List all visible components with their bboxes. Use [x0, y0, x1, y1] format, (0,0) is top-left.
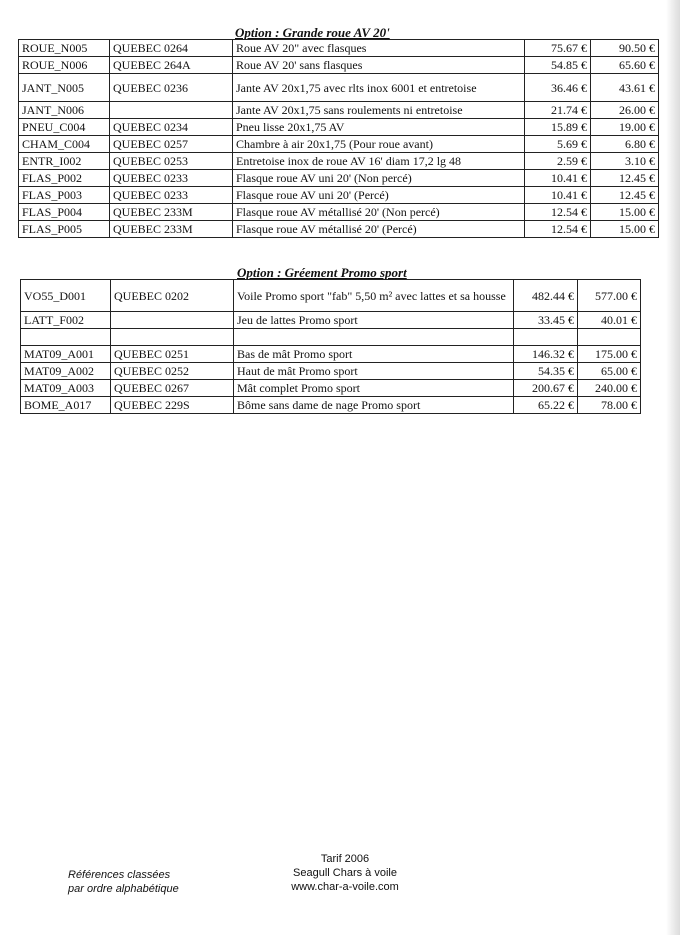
cell-code: QUEBEC 0202	[111, 280, 234, 312]
cell-reference: FLAS_P003	[19, 187, 110, 204]
cell-price-ht: 2.59 €	[525, 153, 591, 170]
cell-price-ht: 75.67 €	[525, 40, 591, 57]
cell-reference: MAT09_A002	[21, 363, 111, 380]
cell-reference: JANT_N006	[19, 102, 110, 119]
cell-reference: LATT_F002	[21, 312, 111, 329]
cell-code: QUEBEC 229S	[111, 397, 234, 414]
footer-sort-note	[68, 868, 179, 896]
cell-price-ttc: 78.00 €	[578, 397, 641, 414]
cell-price-ht: 33.45 €	[514, 312, 578, 329]
cell-price-ttc	[578, 329, 641, 346]
cell-code	[111, 312, 234, 329]
cell-price-ht: 10.41 €	[525, 187, 591, 204]
table-row	[19, 74, 659, 102]
cell-description: Roue AV 20' sans flasques	[233, 57, 525, 74]
cell-description: Flasque roue AV uni 20' (Percé)	[233, 187, 525, 204]
footer-publisher	[270, 852, 420, 894]
cell-code: QUEBEC 0257	[110, 136, 233, 153]
table-row	[19, 170, 659, 187]
cell-description: Flasque roue AV métallisé 20' (Percé)	[233, 221, 525, 238]
table-row	[19, 136, 659, 153]
cell-code: QUEBEC 0233	[110, 170, 233, 187]
footer-tarif-year: Tarif 2006	[320, 853, 370, 865]
cell-price-ht: 10.41 €	[525, 170, 591, 187]
cell-price-ht: 15.89 €	[525, 119, 591, 136]
table-row	[21, 312, 641, 329]
cell-description: Chambre à air 20x1,75 (Pour roue avant)	[233, 136, 525, 153]
cell-price-ttc: 26.00 €	[591, 102, 659, 119]
table-row	[19, 57, 659, 74]
table-row	[21, 363, 641, 380]
price-table-grande-roue	[18, 39, 659, 238]
cell-reference: ENTR_I002	[19, 153, 110, 170]
cell-price-ttc: 12.45 €	[591, 187, 659, 204]
cell-price-ttc: 12.45 €	[591, 170, 659, 187]
cell-reference: ROUE_N005	[19, 40, 110, 57]
footer-website: www.char-a-voile.com	[291, 881, 399, 893]
cell-price-ht: 200.67 €	[514, 380, 578, 397]
page-edge-shadow	[666, 0, 680, 935]
table-row	[21, 346, 641, 363]
cell-price-ttc: 240.00 €	[578, 380, 641, 397]
cell-code: QUEBEC 264A	[110, 57, 233, 74]
cell-price-ht: 482.44 €	[514, 280, 578, 312]
cell-reference: MAT09_A003	[21, 380, 111, 397]
cell-reference: CHAM_C004	[19, 136, 110, 153]
cell-description: Bôme sans dame de nage Promo sport	[234, 397, 514, 414]
cell-price-ttc: 43.61 €	[591, 74, 659, 102]
cell-reference: BOME_A017	[21, 397, 111, 414]
cell-price-ttc: 15.00 €	[591, 204, 659, 221]
cell-description: Jante AV 20x1,75 avec rlts inox 6001 et entretoise	[233, 74, 525, 102]
table-row	[19, 102, 659, 119]
cell-code: QUEBEC 233M	[110, 221, 233, 238]
cell-code: QUEBEC 0233	[110, 187, 233, 204]
cell-price-ttc: 65.60 €	[591, 57, 659, 74]
cell-code: QUEBEC 0251	[111, 346, 234, 363]
section-title-grande-roue: Option : Grande roue AV 20'	[235, 25, 390, 40]
table-body	[21, 280, 641, 414]
cell-price-ht: 21.74 €	[525, 102, 591, 119]
cell-description: Roue AV 20" avec flasques	[233, 40, 525, 57]
cell-price-ttc: 175.00 €	[578, 346, 641, 363]
cell-price-ht: 146.32 €	[514, 346, 578, 363]
cell-reference: JANT_N005	[19, 74, 110, 102]
section-title-greement: Option : Gréement Promo sport	[237, 265, 407, 280]
table-row	[21, 280, 641, 312]
cell-description: Entretoise inox de roue AV 16' diam 17,2 lg 48	[233, 153, 525, 170]
cell-code: QUEBEC 0236	[110, 74, 233, 102]
cell-code: QUEBEC 0252	[111, 363, 234, 380]
cell-price-ht: 12.54 €	[525, 221, 591, 238]
cell-price-ttc: 40.01 €	[578, 312, 641, 329]
cell-description: Flasque roue AV uni 20' (Non percé)	[233, 170, 525, 187]
cell-price-ttc: 15.00 €	[591, 221, 659, 238]
cell-price-ht: 54.35 €	[514, 363, 578, 380]
cell-description: Mât complet Promo sport	[234, 380, 514, 397]
table-row	[21, 380, 641, 397]
cell-description: Pneu lisse 20x1,75 AV	[233, 119, 525, 136]
table-row	[19, 40, 659, 57]
cell-reference: MAT09_A001	[21, 346, 111, 363]
table-body	[19, 40, 659, 238]
table-row	[21, 397, 641, 414]
table-row	[19, 187, 659, 204]
cell-price-ttc: 19.00 €	[591, 119, 659, 136]
cell-code: QUEBEC 0234	[110, 119, 233, 136]
cell-price-ht: 54.85 €	[525, 57, 591, 74]
cell-reference: ROUE_N006	[19, 57, 110, 74]
cell-code	[111, 329, 234, 346]
cell-price-ttc: 577.00 €	[578, 280, 641, 312]
cell-price-ttc: 65.00 €	[578, 363, 641, 380]
cell-description: Bas de mât Promo sport	[234, 346, 514, 363]
cell-description	[234, 329, 514, 346]
footer-company: Seagull Chars à voile	[293, 867, 397, 879]
cell-description: Voile Promo sport "fab" 5,50 m² avec lattes et sa housse	[234, 280, 514, 312]
cell-description: Jeu de lattes Promo sport	[234, 312, 514, 329]
cell-code: QUEBEC 0267	[111, 380, 234, 397]
table-row	[19, 204, 659, 221]
cell-reference: FLAS_P005	[19, 221, 110, 238]
table-row	[19, 119, 659, 136]
cell-code: QUEBEC 0264	[110, 40, 233, 57]
cell-code: QUEBEC 0253	[110, 153, 233, 170]
cell-price-ht: 5.69 €	[525, 136, 591, 153]
cell-reference: PNEU_C004	[19, 119, 110, 136]
cell-price-ht: 65.22 €	[514, 397, 578, 414]
cell-price-ht: 36.46 €	[525, 74, 591, 102]
cell-price-ttc: 6.80 €	[591, 136, 659, 153]
cell-reference: FLAS_P004	[19, 204, 110, 221]
cell-price-ht: 12.54 €	[525, 204, 591, 221]
cell-code	[110, 102, 233, 119]
cell-description: Haut de mât Promo sport	[234, 363, 514, 380]
footer-sort-note-line1: Références classées	[68, 869, 171, 881]
cell-price-ttc: 3.10 €	[591, 153, 659, 170]
cell-reference: FLAS_P002	[19, 170, 110, 187]
cell-code: QUEBEC 233M	[110, 204, 233, 221]
table-row	[21, 329, 641, 346]
cell-price-ht	[514, 329, 578, 346]
cell-reference: VO55_D001	[21, 280, 111, 312]
cell-reference	[21, 329, 111, 346]
cell-price-ttc: 90.50 €	[591, 40, 659, 57]
table-row	[19, 153, 659, 170]
footer-sort-note-line2: par ordre alphabétique	[68, 883, 179, 895]
table-row	[19, 221, 659, 238]
cell-description: Flasque roue AV métallisé 20' (Non percé)	[233, 204, 525, 221]
price-table-greement	[20, 279, 641, 414]
cell-description: Jante AV 20x1,75 sans roulements ni entretoise	[233, 102, 525, 119]
